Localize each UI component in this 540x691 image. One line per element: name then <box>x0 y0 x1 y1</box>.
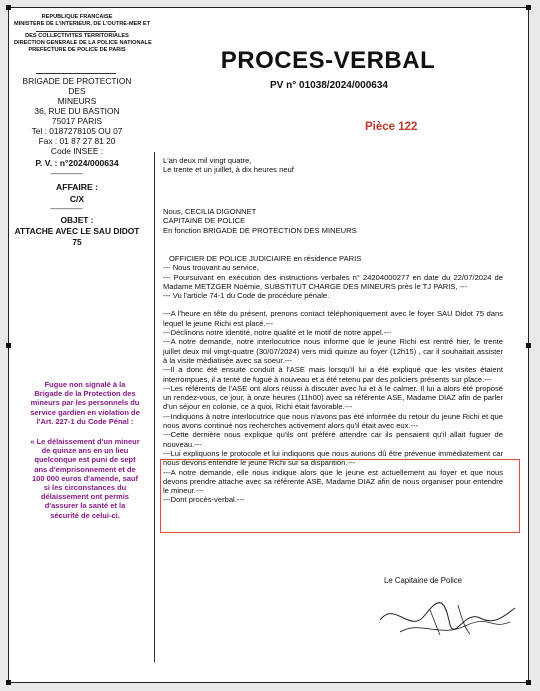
officer-line: Nous, CECILIA DIGONNET <box>163 207 257 216</box>
highlight-box <box>160 459 520 533</box>
piece-number: Pièce 122 <box>365 121 418 133</box>
objet-line: 75 <box>72 237 82 247</box>
objet-label: OBJET : <box>60 215 94 225</box>
annotation-note: Fugue non signalé à la Brigade de la Protection des mineurs par les personnels du service gardien en violation de l'Art. 227-1 du Code Pénal : <box>30 380 140 426</box>
date-block <box>163 156 503 175</box>
separator: ------------------------ <box>50 171 82 178</box>
corner-mark <box>6 680 11 685</box>
officer-line: CAPITAINE DE POLICE <box>163 216 246 226</box>
paragraph: ---Lui expliquons le protocole et lui indiquons que nous aurions dû être prévenue immédiatement car nous devons entendre le jeune Richi sur sa disparition.--- <box>163 448 503 468</box>
header-line: DIRECTION GENERALE DE LA POLICE NATIONALE <box>14 40 152 46</box>
corner-mark <box>6 343 11 348</box>
header-line: DES COLLECTIVITES TERRITORIALES <box>25 33 129 39</box>
paragraph: ---Dont procès-verbal.--- <box>163 495 245 505</box>
date-line: L'an deux mil vingt quatre, <box>163 156 252 165</box>
officer-block <box>163 207 503 235</box>
corner-mark <box>6 5 11 10</box>
separator: ------------------------ <box>50 206 82 213</box>
paragraph: ---A notre demande, notre interlocutrice nous informe que le jeune Richi est rentré hier, le trente juillet deux mil vingt-quatre (30/07/2024) vers midi quinze au foyer (12h15) , car il souhaitait assister à la visite médiatisée avec sa soeur.--- <box>163 337 503 365</box>
paragraph: ---Déclinons notre identité, notre qualité et le motif de notre appel.--- <box>163 328 392 338</box>
paragraph: --- Nous trouvant au service, <box>163 263 259 273</box>
paragraph: ---Indiquons à notre interlocutrice que nous n'avons pas été informée du retour du jeune Richi et que nous avons continué nos recherches activement alors qu'il était avec eux.--- <box>163 411 503 431</box>
paragraph: ---Cette dernière nous explique qu'ils ont préféré attendre car ils pensaient qu'il allait fuguer de nouveau.--- <box>163 430 503 449</box>
corner-mark <box>526 5 531 10</box>
header-divider <box>36 73 116 74</box>
brigade-line: 75017 PARIS <box>51 116 103 126</box>
affaire-value: C/X <box>69 194 85 204</box>
document-title: PROCES-VERBAL <box>220 47 436 74</box>
header-line: PREFECTURE DE POLICE DE PARIS <box>28 47 126 53</box>
signature-label: Le Capitaine de Police <box>384 576 463 585</box>
header-line: REPUBLIQUE FRANCAISE <box>41 14 113 20</box>
brigade-line: 36, RUE DU BASTION <box>34 106 120 116</box>
signature-scribble <box>370 590 520 645</box>
affaire-label: AFFAIRE : <box>55 182 98 192</box>
pv-reference: P. V. : n°2024/000634 <box>35 158 119 168</box>
brigade-line: Tel : 0187278105 OU 07 <box>31 126 123 136</box>
brigade-line: Fax : 01 87 27 81 20 <box>38 136 116 146</box>
margin-rule <box>154 152 155 662</box>
paragraph: ---Les référents de l'ASE ont alors réussi à discuter avec lui et à le calmer. Il lui a alors été proposé un rendez-vous, ce jour, à onze heures (11h00) avec sa référente ASE, Madame DIAZ afin de parler d'un séjour en colonie, ce à quoi, Richi était favorable.--- <box>163 383 503 412</box>
header-divider <box>36 31 116 32</box>
corner-mark <box>526 680 531 685</box>
paragraph: ---Il a donc été ensuite conduit à l'ASE mais lorsqu'il lui a été expliqué que les visites étaient interrompues, il a tenté de fugué à nouveau et a été retenu par des policiers présents sur place.--- <box>163 365 503 384</box>
brigade-line: MINEURS <box>57 96 97 106</box>
brigade-line: BRIGADE DE PROTECTION DES <box>22 76 132 96</box>
paragraph: ---A notre demande, elle nous indique alors que le jeune est actuellement au foyer et que nous devons prendre attache avec sa référente ASE, Madame DIAZ afin de nous organiser pour entendre le mineur.--- <box>163 467 503 496</box>
paragraph: --- Vu l'article 74-1 du Code de procédure pénale. <box>163 291 330 301</box>
date-line: Le trente et un juillet, à dix heures neuf <box>163 165 294 175</box>
annotation-quote: « Le délaissement d'un mineur de quinze ans en un lieu quelconque est puni de sept ans d'emprisonnement et de 100 000 euros d'amende, sauf si les circonstances du délaissement ont permis d'assurer la santé et la sécurité de celui-ci. <box>30 437 140 520</box>
ministry-header <box>14 14 152 54</box>
objet-line: ATTACHE AVEC LE SAU DIDOT <box>14 226 140 236</box>
pv-number: PV n° 01038/2024/000634 <box>270 80 388 91</box>
objet-block <box>14 215 140 248</box>
header-line: MINISTERE DE L'INTERIEUR, DE L'OUTRE-MER ET <box>14 21 150 27</box>
brigade-address <box>14 76 140 156</box>
paragraph: OFFICIER DE POLICE JUDICIAIRE en résidence PARIS <box>169 254 362 263</box>
paragraph: --- Poursuivant en exécution des instructions verbales n° 24204000277 en date du 22/07/2024 de Madame METZGER Noémie, SUBSTITUT CHARGE DES MINEURS près le TJ PARIS, --- <box>163 272 503 291</box>
officer-line: En fonction BRIGADE DE PROTECTION DES MINEURS <box>163 225 357 235</box>
corner-mark <box>526 343 531 348</box>
affaire-block <box>14 181 140 205</box>
paragraph: ---A l'heure en tête du présent, prenons contact téléphoniquement avec le foyer SAU Didot 75 dans lequel le jeune Richi est placé.--- <box>163 309 503 328</box>
brigade-line: Code INSEE : <box>50 146 104 156</box>
